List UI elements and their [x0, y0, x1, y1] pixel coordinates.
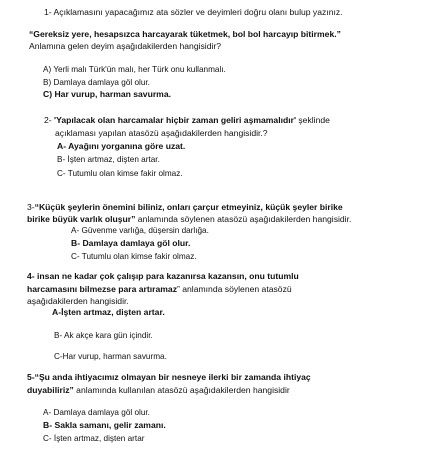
q5-stem-line1: 5-“Şu anda ihtiyacımız olmayan bir nesneye ilerki bir zamanda ihtiyaç	[27, 372, 311, 382]
q3-number: 3-	[27, 202, 35, 212]
q2-stem-suffix: şeklinde	[296, 115, 330, 125]
q3-option-c: C- Tutumlu olan kimse fakir olmaz.	[71, 252, 197, 261]
q5-option-b: B- Sakla samanı, gelir zamanı.	[43, 420, 166, 430]
q5-quote: duyabiliriz”	[27, 385, 74, 395]
q1-question: Anlamına gelen deyim aşağıdakilerden hangisidir?	[29, 41, 222, 51]
q2-stem-line2: açıklaması yapılan atasözü aşağıdakilerden hangisidir.?	[55, 128, 268, 138]
q3-stem-line2	[27, 214, 351, 225]
q3-stem-suffix: anlamında söylenen atasözü aşağıdakilerden hangisidir.	[135, 214, 352, 224]
q2-option-c: C- Tutumlu olan kimse fakir olmaz.	[57, 169, 183, 178]
q2-quote: 'Yapılacak olan harcamalar hiçbir zaman geliri aşmamalıdır'	[54, 115, 296, 125]
q1-option-b: B) Damlaya damlaya göl olur.	[43, 78, 150, 87]
q4-stem-line3: aşağıdakilerden hangisidir.	[27, 296, 129, 306]
q4-stem-line1: 4- insan ne kadar çok çalışıp para kazanırsa kazansın, onu tutumlu	[27, 271, 299, 281]
q4-quote: harcamasını bilmezse para artıramaz	[27, 284, 177, 294]
q4-option-b: B- Ak akçe kara gün içindir.	[54, 331, 153, 340]
q4-stem-line2	[27, 284, 292, 295]
q5-option-c: C- İşten artmaz, dişten artar	[43, 434, 145, 443]
q3-stem-line1	[27, 202, 343, 213]
q2-number: 2-	[44, 115, 55, 125]
q5-option-a: A- Damlaya damlaya göl olur.	[43, 408, 150, 417]
q4-option-a: A-İşten artmaz, dişten artar.	[52, 307, 165, 317]
q5-stem-suffix: anlamında kullanılan atasözü aşağıdakilerden hangisidir	[73, 385, 290, 395]
q2-stem-line1	[44, 115, 330, 126]
q3-option-a: A- Güvenme varlığa, düşersin darlığa.	[71, 226, 209, 235]
q3-quote-part1: “Küçük şeylerin önemini biliniz, onları çarçur etmeyiniz, küçük şeyler birike	[34, 202, 343, 212]
q1-option-c: C) Har vurup, harman savurma.	[43, 89, 171, 99]
q4-stem-suffix: ” anlamında söylenen atasözü	[177, 284, 292, 294]
q4-option-c: C-Har vurup, harman savurma.	[54, 352, 167, 361]
q3-quote-part2: birike büyük varlık oluşur”	[27, 214, 136, 224]
q3-option-b: B- Damlaya damlaya göl olur.	[71, 238, 191, 248]
q1-quote: “Gereksiz yere, hesapsızca harcayarak tüketmek, bol bol harcayıp bitirmek.”	[29, 29, 341, 39]
q2-option-b: B- İşten artmaz, dişten artar.	[57, 155, 160, 164]
intro-instruction: 1- Açıklamasını yapacağımız ata sözler ve deyimleri doğru olanı bulup yazınız.	[44, 7, 343, 17]
q2-option-a: A- Ayağını yorganına göre uzat.	[57, 141, 186, 151]
q1-option-a: A) Yerli malı Türk'ün malı, her Türk onu kullanmalı.	[43, 65, 226, 74]
q5-stem-line2	[27, 385, 290, 396]
